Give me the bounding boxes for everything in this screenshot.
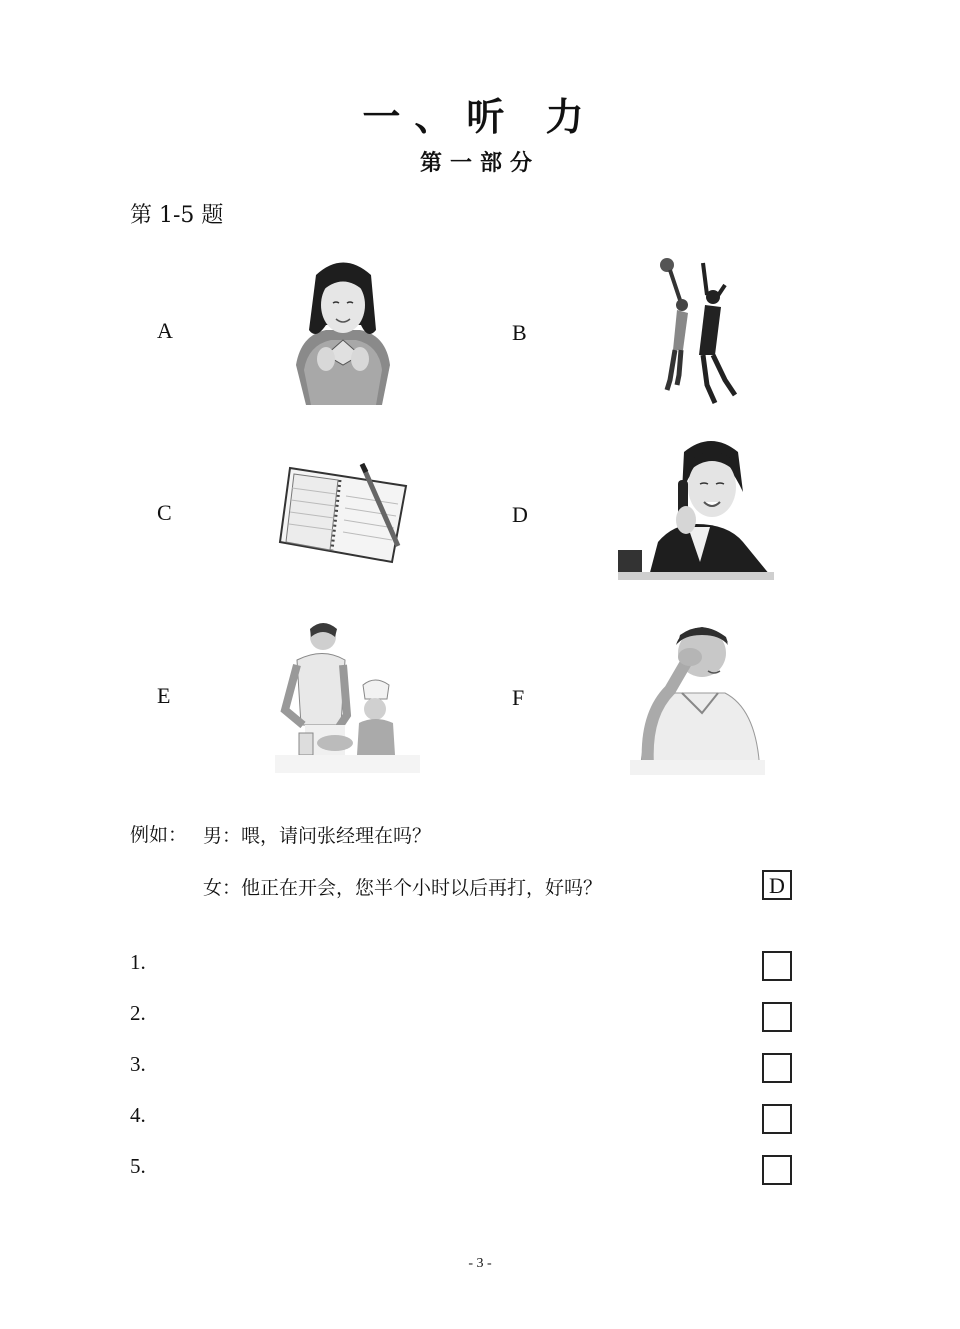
question-number-5: 5.	[130, 1154, 146, 1178]
example-line-2: 女：他正在开会，您半个小时以后再打，好吗？	[203, 877, 603, 899]
option-label-b: B	[512, 320, 527, 345]
example-answer-box: D	[762, 870, 792, 900]
example-label: 例如：	[130, 824, 188, 846]
option-label-d: D	[512, 502, 528, 527]
answer-box-2[interactable]	[762, 1002, 792, 1032]
part-title: 第一部分	[419, 150, 540, 176]
basketball-players-photo	[655, 255, 745, 410]
woman-on-phone-photo	[618, 432, 774, 580]
answer-box-4[interactable]	[762, 1104, 792, 1134]
option-label-f: F	[512, 685, 525, 710]
answer-box-5[interactable]	[762, 1155, 792, 1185]
question-number-1: 1.	[130, 950, 146, 974]
question-number-3: 3.	[130, 1052, 146, 1076]
option-label-e: E	[157, 683, 171, 708]
question-number-4: 4.	[130, 1103, 146, 1127]
section-title: 一、听 力	[362, 94, 598, 139]
example-line-1: 男：喂，请问张经理在吗？	[203, 825, 432, 847]
option-label-a: A	[157, 318, 173, 343]
man-child-cooking-photo	[275, 615, 420, 773]
answer-box-1[interactable]	[762, 951, 792, 981]
page-number: - 3 -	[468, 1256, 492, 1271]
notebook-pencil-photo	[278, 458, 410, 566]
tired-man-photo	[630, 615, 765, 775]
answer-box-3[interactable]	[762, 1053, 792, 1083]
smiling-woman-photo	[276, 255, 410, 405]
question-range: 第 1-5 题	[130, 203, 224, 228]
question-number-2: 2.	[130, 1001, 146, 1025]
option-label-c: C	[157, 500, 172, 525]
